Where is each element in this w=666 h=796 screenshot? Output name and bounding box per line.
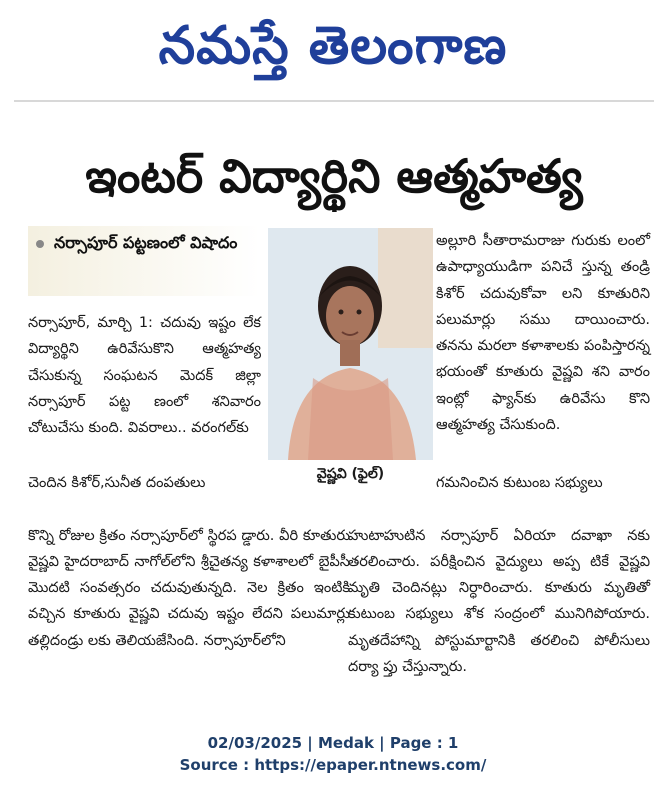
article-lower-left: [28, 508, 350, 668]
article-paragraph: చెందిన కిశోర్,సునీత దంపతులు: [28, 475, 206, 491]
masthead: [0, 0, 666, 96]
bullet-icon: [36, 240, 44, 248]
article-paragraph: హుటాహుటిన నర్సాపూర్ ఏరియా దవాఖా నకు తరలించారు. పరీక్షించిన వైద్యులు అప్ప టికే వైష్ణవి మృతి చెందినట్లు నిర్ధారించారు. కూతురు మృతితో కుటుంబ సభ్యులు శోక సంద్రంలో మునిగిపోయారు. మృతదేహాన్ని పోస్టుమార్టానికి తరలించి పోలీసులు దర్యా ప్తు చేస్తున్నారు.: [348, 527, 650, 675]
article-column-right: [436, 228, 650, 438]
article-right-continuation: [436, 470, 650, 496]
article-paragraph: గమనించిన కుటుంబ సభ్యులు: [436, 475, 603, 491]
article-paragraph: అల్లూరి సీతారామరాజు గురుకు లంలో ఉపాధ్యాయుడిగా పనిచే స్తున్న తండ్రి కిశోర్ చదువుకోవా లని కూతురిని పలుమార్లు సము దాయించారు. తనను మరలా కళాశాలకు పంపిస్తారన్న భయంతో కూతురు వైష్ణవి శని వారం ఇంట్లో ఫ్యాన్‌కు ఉరివేసు కొని ఆత్మహత్య చేసుకుంది.: [436, 233, 650, 434]
article-paragraph: కొన్ని రోజుల క్రితం నర్సాపూర్‌లో స్థిరప డ్డారు. వీరి కూతురు వైష్ణవి హైదరాబాద్ నాగోల్‌లోని శ్రీచైతన్య కళాశాలలో బైపీసీ మొదటి సంవత్సరం చదువుతున్నది. నెల క్రితం ఇంటికి వచ్చిన కూతురు వైష్ణవి చదువు ఇష్టం లేదని పలుమార్లు తల్లిదండ్రు లకు తెలియజేసింది. నర్సాపూర్‌లోని: [28, 527, 350, 649]
masthead-divider: [14, 100, 654, 102]
kicker-text: నర్సాపూర్ పట్టణంలో విషాదం: [54, 233, 238, 252]
article-column-left: [28, 310, 261, 441]
portrait-illustration: [268, 228, 433, 460]
kicker-box: [28, 226, 260, 296]
masthead-title: నమస్తే తెలంగాణ: [158, 16, 508, 76]
article-left-continuation: [28, 470, 261, 496]
article-paragraph: నర్సాపూర్, మార్చి 1: చదువు ఇష్టం లేక విద్యార్థిని ఉరివేసుకొని ఆత్మహత్య చేసుకున్న సంఘటన మెదక్ జిల్లా నర్సాపూర్ పట్ట ణంలో శనివారం చోటుచేసు కుంది. వివరాలు.. వరంగల్‌కు: [28, 315, 261, 437]
photo-caption: వైష్ణవి (ఫైల్): [316, 466, 385, 482]
footer-source-line: Source : https://epaper.ntnews.com/: [179, 756, 487, 774]
student-photo: [268, 228, 433, 460]
article-lower-right: [348, 508, 650, 695]
footer-date-line: 02/03/2025 | Medak | Page : 1: [207, 734, 459, 752]
headline: ఇంటర్ విద్యార్థిని ఆత్మహత్య: [85, 149, 583, 203]
